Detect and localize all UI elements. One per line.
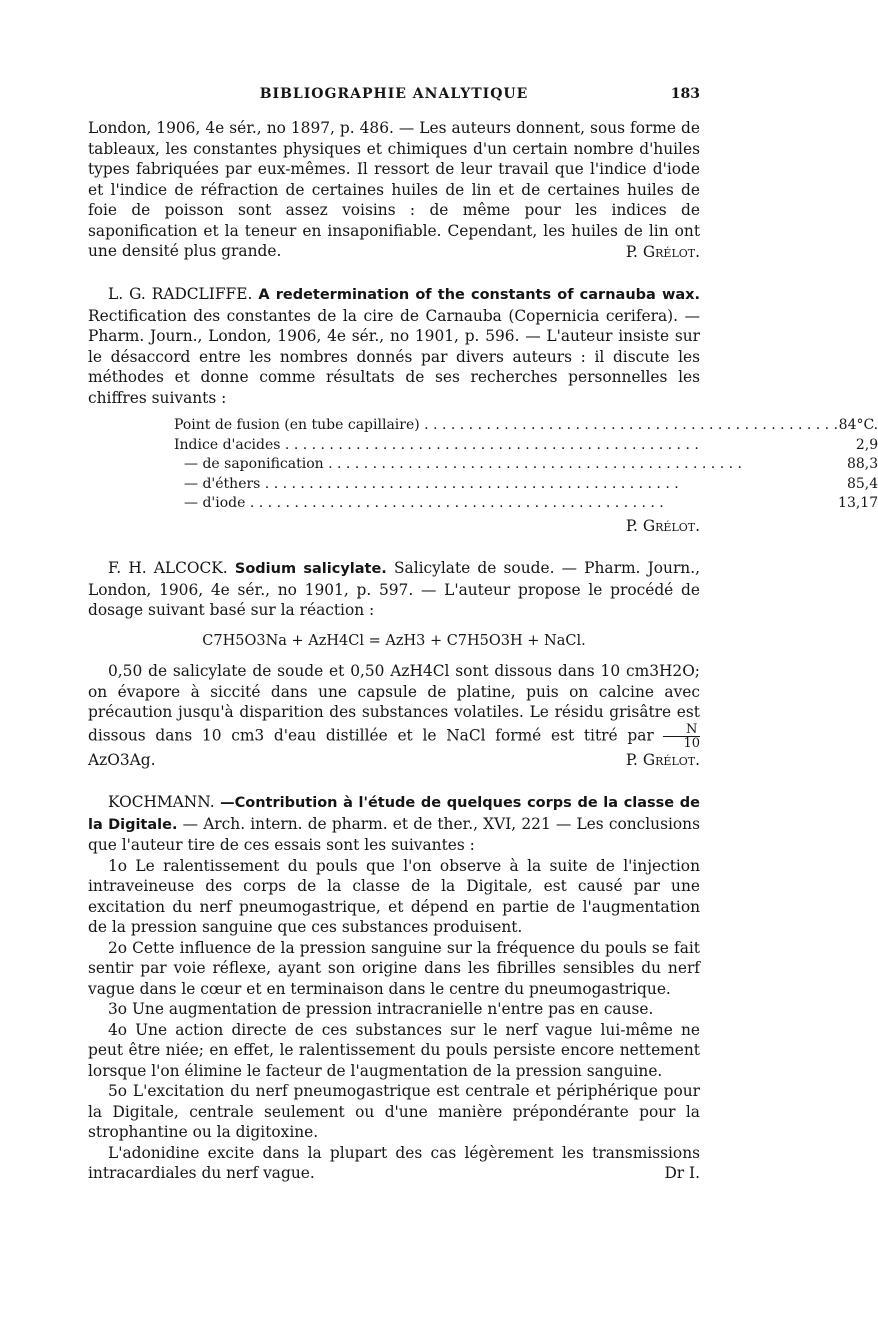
entry-text: Salicylate de soude. — Pharm. Journ., London, 1906, 4e sér., no 1901, p. 597. — L'auteur propose le procédé de dosage suivant basé sur la réaction : [88,559,701,620]
entry-text: London, 1906, 4e sér., no 1897, p. 486. — Les auteurs donnent, sous forme de tableaux, les constantes physiques et chimiques d'un certain nombre d'huiles types fabriquées par eux-mêmes. Il ressort de leur travail que l'indice d'iode et l'indice de réfraction de certaines huiles de lin et de certaines huiles de foie de poisson sont assez voisins : de même pour les indices de saponification et la teneur en insaponifiable. Cependant, les huiles de lin ont une densité plus grande. [88,119,700,260]
table-row [174,455,878,475]
conclusion-point: 4o Une action directe de ces substances sur le nerf vague lui-même ne peut être niée; en effet, le ralentissement du pouls persiste encore nettement lorsque l'on élimine le facteur de l'augmentation de la pression sanguine. [88,1020,700,1080]
constant-label: Indice d'acides . . . [174,436,838,456]
entry-text: Rectification des constantes de la cire de Carnauba (Copernicia cerifera). — Pharm. Journ., London, 1906, 4e sér., no 1901, p. 596. — L'auteur insiste sur le désaccord entre les nombres donnés par divers auteurs : il discute les méthodes et donne comme résultats de ses recherches personnelles les chiffres suivants : [88,306,700,407]
constant-label: — d'iode . . . [174,494,838,514]
entry-paragraph [88,792,700,856]
entry-text: AzO3Ag. [88,750,156,769]
table-row [174,436,878,456]
entry-oils-constants [88,118,700,262]
conclusion-point [88,1143,700,1184]
table-row [174,494,878,514]
page-body [88,118,878,1184]
entry-author: F. H. ALCOCK. [108,559,228,578]
table-row [174,416,878,436]
entry-title: Sodium salicylate. [234,561,387,578]
entry-title: —Contribution à l'étude de quelques corps de la classe de la Digitale. [88,795,700,833]
entry-paragraph [88,661,700,770]
conclusion-text: L'adonidine excite dans la plupart des cas légèrement les transmissions intracardiales du nerf vague. [88,1143,700,1183]
entry-signature: P. Grélot. [625,242,700,261]
page-number: 183 [670,86,700,102]
fraction-numerator: N [686,721,698,737]
entry-signature: P. Grélot. [625,516,700,535]
conclusion-point: 5o L'excitation du nerf pneumogastrique est centrale et périphérique pour la Digitale, centrale seulement ou d'une manière prépondérante pour la strophantine ou la digitoxine. [88,1082,700,1142]
normality-fraction [663,723,700,750]
conclusion-point: 3o Une augmentation de pression intracranielle n'entre pas en cause. [108,1000,654,1019]
entry-author: KOCHMANN. [108,793,215,812]
conclusion-point: 2o Cette influence de la pression sanguine sur la fréquence du pouls se fait sentir par voie réflexe, ayant son origine dans les fibrilles sensibles du nerf vague dans le cœur et en terminaison dans le centre du pneumogastrique. [88,938,700,998]
fraction-denominator: 10 [663,736,700,750]
entry-carnauba-wax [88,284,878,536]
constant-value: 88,3 [846,456,878,473]
table-row [174,475,878,495]
constant-value: 84°C. [838,417,878,433]
constant-value: 2,9 [855,436,878,453]
entry-digitale [88,792,700,1184]
entry-signature: P. Grélot. [625,750,700,769]
running-header [88,86,700,108]
constant-value: 13,17 [838,495,878,512]
entry-paragraph [88,558,700,621]
constant-value: 85,4 [846,475,878,492]
entry-title: A redetermination of the constants of carnauba wax. [258,287,700,303]
constant-label: — d'éthers . . . [174,475,838,495]
constants-table [174,416,878,514]
conclusion-point: 1o Le ralentissement du pouls que l'on observe à la suite de l'injection intraveineuse des corps de la classe de la Digitale, est causé par une excitation du nerf pneumogastrique, et dépend en partie de l'augmentation de la pression sanguine que ces substances produisent. [88,856,700,937]
running-title: BIBLIOGRAPHIE ANALYTIQUE [259,86,529,102]
entry-author: L. G. RADCLIFFE. [108,285,253,303]
entry-paragraph [88,284,700,408]
entry-signature: Dr I. [664,1164,700,1183]
reaction-formula: C7H5O3Na + AzH4Cl = AzH3 + C7H5O3H + NaCl. [202,632,586,649]
entry-text: 0,50 de salicylate de soude et 0,50 AzH4Cl sont dissous dans 10 cm3H2O; on évapore à siccité dans une capsule de platine, puis on calcine avec précaution jusqu'à disparition des substances volatiles. Le résidu grisâtre est dissous dans 10 cm3 d'eau distillée et le NaCl formé est titré par [88,662,700,745]
constant-label: — de saponification . . . [174,455,838,475]
entry-sodium-salicylate [88,558,700,770]
constant-label: Point de fusion (en tube capillaire) . . . [174,416,838,436]
entry-text: — Arch. intern. de pharm. et de ther., XVI, 221 — Les conclusions que l'auteur tire de ces essais sont les suivantes : [88,814,700,855]
